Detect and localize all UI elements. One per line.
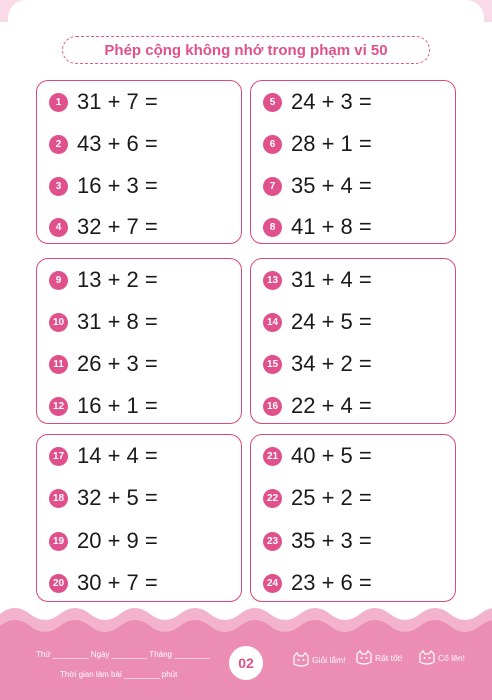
problem-number-badge: 16: [263, 397, 282, 416]
problem-expression: 32 + 5 =: [77, 485, 158, 510]
problem-expression: 32 + 7 =: [77, 214, 158, 239]
problem-item: [49, 307, 158, 337]
problem-number-badge: 9: [49, 271, 68, 290]
problem-expression: 20 + 9 =: [77, 528, 158, 553]
problem-expression: 40 + 5 =: [291, 443, 372, 468]
problem-expression: 24 + 5 =: [291, 309, 372, 334]
date-fill-line: Thứ ________ Ngày ________ Tháng ________: [36, 650, 210, 659]
problem-number-badge: 1: [49, 93, 68, 112]
problem-item: [49, 265, 158, 295]
problem-item: [49, 391, 158, 421]
problem-item: [49, 526, 158, 556]
time-fill-line: Thời gian làm bài ________ phút: [60, 670, 178, 679]
page-title: Phép cộng không nhớ trong phạm vi 50: [104, 41, 388, 59]
problem-item: [263, 171, 372, 201]
problem-number-badge: 4: [49, 218, 68, 237]
problem-panel-5: [36, 434, 242, 602]
problem-item: [49, 171, 158, 201]
problem-number-badge: 11: [49, 355, 68, 374]
problem-number-badge: 7: [263, 177, 282, 196]
problem-expression: 16 + 1 =: [77, 393, 158, 418]
problem-item: [263, 441, 372, 471]
problem-item: [49, 349, 158, 379]
rating-try-harder: [418, 650, 465, 666]
cat-face-icon: [292, 652, 310, 668]
problem-number-badge: 24: [263, 574, 282, 593]
problem-item: [49, 87, 158, 117]
problem-item: [49, 441, 158, 471]
problem-expression: 31 + 8 =: [77, 309, 158, 334]
problem-item: [263, 87, 372, 117]
problem-number-badge: 8: [263, 218, 282, 237]
problem-item: [263, 526, 372, 556]
problem-expression: 41 + 8 =: [291, 214, 372, 239]
problem-number-badge: 18: [49, 489, 68, 508]
problem-number-badge: 5: [263, 93, 282, 112]
problem-item: [263, 129, 372, 159]
title-banner: [62, 36, 430, 64]
problem-item: [263, 349, 372, 379]
problem-number-badge: 17: [49, 447, 68, 466]
problem-item: [263, 391, 372, 421]
problem-number-badge: 15: [263, 355, 282, 374]
rating-label: Giỏi lắm!: [312, 655, 346, 665]
problem-expression: 22 + 4 =: [291, 393, 372, 418]
problem-expression: 23 + 6 =: [291, 570, 372, 595]
problem-expression: 14 + 4 =: [77, 443, 158, 468]
problem-expression: 43 + 6 =: [77, 131, 158, 156]
problem-item: [263, 483, 372, 513]
problem-number-badge: 10: [49, 313, 68, 332]
problem-expression: 34 + 2 =: [291, 351, 372, 376]
problem-item: [49, 483, 158, 513]
problem-expression: 26 + 3 =: [77, 351, 158, 376]
cat-face-icon: [355, 650, 373, 666]
rating-label: Rất tốt!: [375, 653, 403, 663]
problem-expression: 35 + 3 =: [291, 528, 372, 553]
problem-expression: 24 + 3 =: [291, 89, 372, 114]
problem-expression: 28 + 1 =: [291, 131, 372, 156]
problem-number-badge: 22: [263, 489, 282, 508]
problem-number-badge: 21: [263, 447, 282, 466]
problem-expression: 30 + 7 =: [77, 570, 158, 595]
problem-number-badge: 23: [263, 532, 282, 551]
rating-very-good: [355, 650, 402, 666]
problem-panel-1: [36, 80, 242, 244]
problem-expression: 25 + 2 =: [291, 485, 372, 510]
problem-item: [263, 568, 372, 598]
problem-panel-4: [250, 258, 456, 424]
problem-item: [49, 212, 158, 242]
problem-item: [263, 265, 372, 295]
problem-expression: 31 + 7 =: [77, 89, 158, 114]
problem-item: [263, 212, 372, 242]
problem-number-badge: 6: [263, 135, 282, 154]
problem-item: [263, 307, 372, 337]
problem-panel-2: [250, 80, 456, 244]
problem-number-badge: 12: [49, 397, 68, 416]
problem-panel-3: [36, 258, 242, 424]
problem-number-badge: 13: [263, 271, 282, 290]
problem-expression: 35 + 4 =: [291, 173, 372, 198]
rating-excellent: [292, 652, 346, 668]
rating-label: Cố lên!: [438, 653, 465, 663]
cat-face-icon: [418, 650, 436, 666]
problem-number-badge: 19: [49, 532, 68, 551]
problem-panel-6: [250, 434, 456, 602]
problem-item: [49, 568, 158, 598]
problem-number-badge: 14: [263, 313, 282, 332]
problem-number-badge: 20: [49, 574, 68, 593]
page-number: 02: [229, 646, 263, 680]
problem-item: [49, 129, 158, 159]
problem-expression: 13 + 2 =: [77, 267, 158, 292]
problem-number-badge: 3: [49, 177, 68, 196]
problem-number-badge: 2: [49, 135, 68, 154]
problem-expression: 31 + 4 =: [291, 267, 372, 292]
problem-expression: 16 + 3 =: [77, 173, 158, 198]
